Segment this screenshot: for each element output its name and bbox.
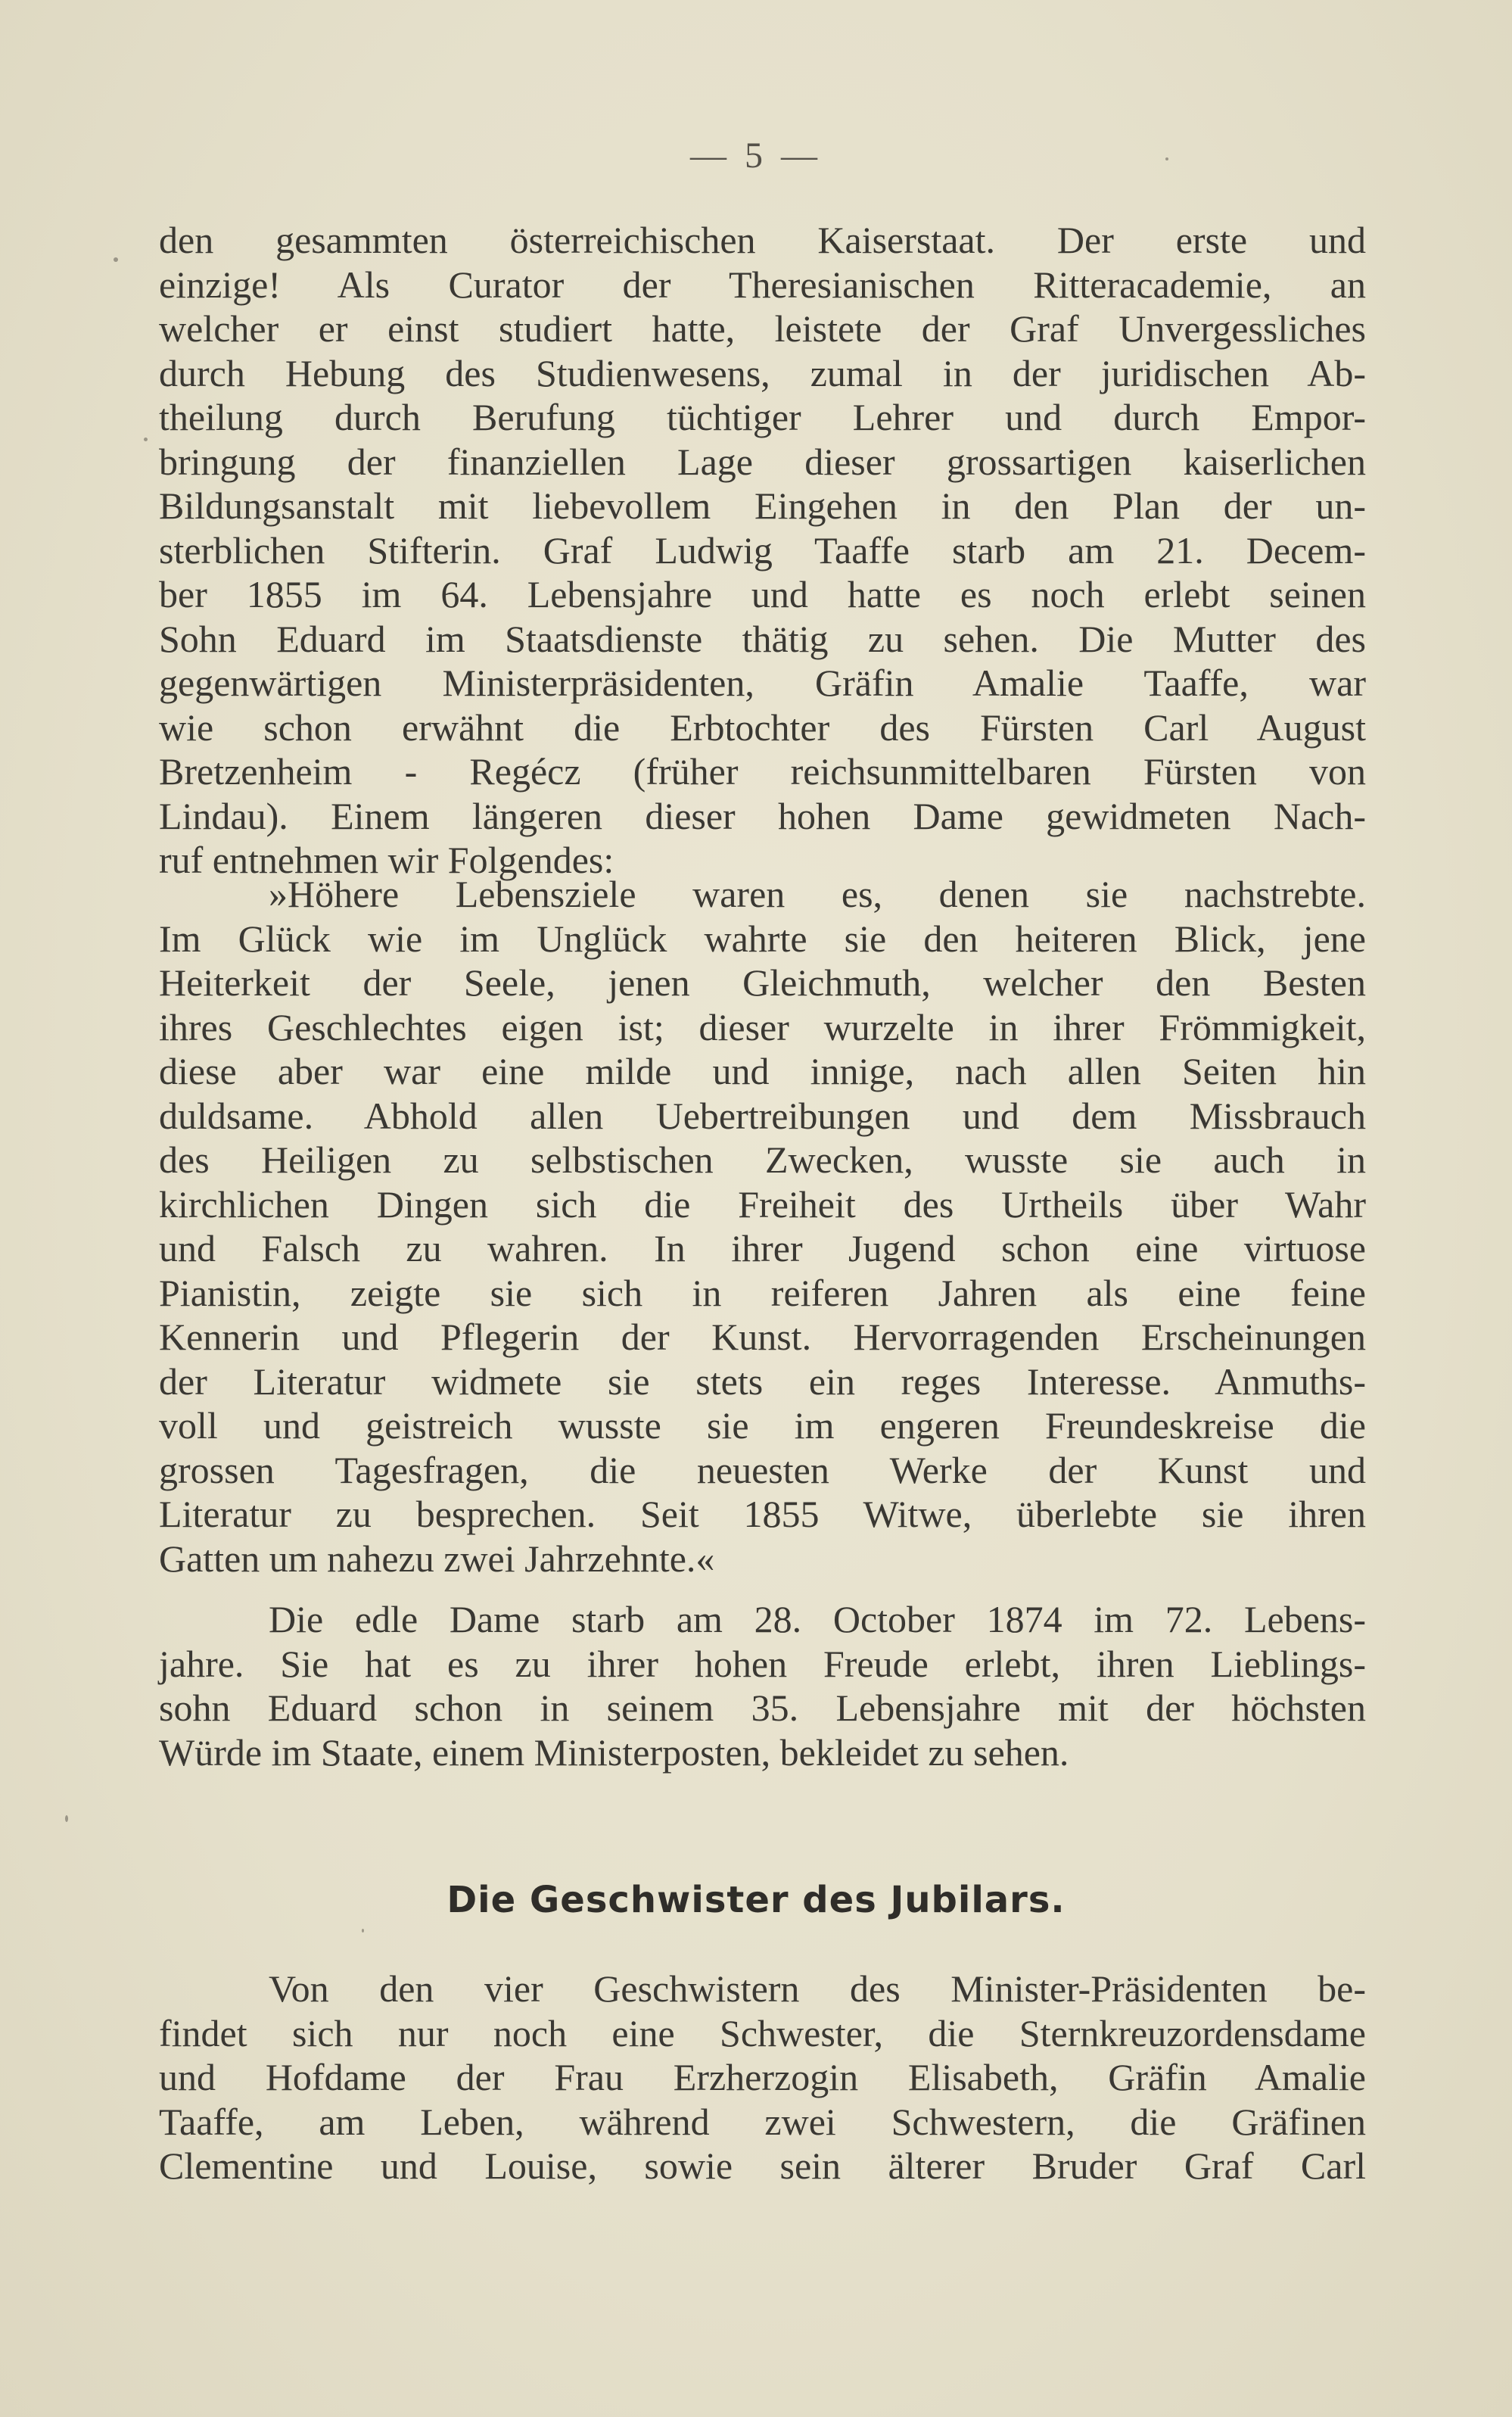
paragraph-3 (159, 1597, 1366, 1774)
text-line: welcher er einst studiert hatte, leistete der Graf Unvergessliches (159, 307, 1366, 350)
text-line: duldsame. Abhold allen Uebertreibungen und dem Missbrauch (159, 1094, 1366, 1137)
paragraph-4 (159, 1967, 1366, 2188)
text-line: grossen Tagesfragen, die neuesten Werke der Kunst und (159, 1448, 1366, 1491)
print-speck (362, 1929, 364, 1933)
text-line: der Literatur widmete sie stets ein reges Interesse. Anmuths- (159, 1360, 1366, 1403)
text-line: gegenwärtigen Ministerpräsidenten, Gräfin Amalie Taaffe, war (159, 662, 1366, 704)
print-speck (1165, 157, 1168, 160)
text-line: bringung der finanziellen Lage dieser grossartigen kaiserlichen (159, 440, 1366, 483)
print-speck (114, 257, 118, 262)
text-line: und Falsch zu wahren. In ihrer Jugend schon eine virtuose (159, 1227, 1366, 1269)
text-line: »Höhere Lebensziele waren es, denen sie nachstrebte. (269, 873, 1366, 915)
text-line: ihres Geschlechtes eigen ist; dieser wurzelte in ihrer Frömmigkeit, (159, 1005, 1366, 1048)
text-line: Würde im Staate, einem Ministerposten, bekleidet zu sehen. (159, 1730, 1069, 1774)
text-line: jahre. Sie hat es zu ihrer hohen Freude erlebt, ihren Lieblings- (159, 1642, 1366, 1685)
text-line: wie schon erwähnt die Erbtochter des Fürsten Carl August (159, 705, 1366, 749)
text-line: durch Hebung des Studienwesens, zumal in der juridischen Ab- (159, 351, 1366, 394)
text-line: ber 1855 im 64. Lebensjahre und hatte es noch erlebt seinen (159, 573, 1366, 615)
text-line: Die edle Dame starb am 28. October 1874 im 72. Lebens- (269, 1598, 1366, 1640)
text-line: sterblichen Stifterin. Graf Ludwig Taaffe starb am 21. Decem- (159, 528, 1366, 572)
text-line: Bretzenheim - Regécz (früher reichsunmittelbaren Fürsten von (159, 750, 1366, 793)
text-line: Lindau). Einem längeren dieser hohen Dame gewidmeten Nach- (159, 794, 1366, 837)
text-line: theilung durch Berufung tüchtiger Lehrer und durch Empor- (159, 396, 1366, 438)
text-line: Clementine und Louise, sowie sein älterer Bruder Graf Carl (159, 2144, 1366, 2187)
text-line: kirchlichen Dingen sich die Freiheit des Urtheils über Wahr (159, 1182, 1366, 1226)
text-line: Kennerin und Pflegerin der Kunst. Hervorragenden Erscheinungen (159, 1316, 1366, 1358)
section-heading: Die Geschwister des Jubilars. (446, 1879, 1066, 1921)
text-line: findet sich nur noch eine Schwester, die Sternkreuzordensdame (159, 2011, 1366, 2054)
text-line: Im Glück wie im Unglück wahrte sie den heiteren Blick, jene (159, 917, 1366, 960)
text-line: und Hofdame der Frau Erzherzogin Elisabeth, Gräfin Amalie (159, 2056, 1366, 2098)
page-number: — 5 — (690, 135, 822, 176)
text-line: den gesammten österreichischen Kaiserstaat. Der erste und (159, 219, 1366, 261)
text-line: des Heiligen zu selbstischen Zwecken, wusste sie auch in (159, 1138, 1366, 1181)
text-line: Sohn Eduard im Staatsdienste thätig zu sehen. Die Mutter des (159, 617, 1366, 660)
text-line: diese aber war eine milde und innige, nach allen Seiten hin (159, 1050, 1366, 1092)
text-line: Gatten um nahezu zwei Jahrzehnte.« (159, 1537, 715, 1580)
text-line: einzige! Als Curator der Theresianischen Ritteracademie, an (159, 263, 1366, 306)
paragraph-1 (159, 218, 1366, 883)
text-line: Bildungsanstalt mit liebevollem Eingehen in den Plan der un- (159, 484, 1366, 527)
print-speck (65, 1815, 68, 1822)
text-line: Taaffe, am Leben, während zwei Schwestern, die Gräfinen (159, 2100, 1366, 2143)
text-line: ruf entnehmen wir Folgendes: (159, 839, 614, 881)
text-line: Von den vier Geschwistern des Minister-Präsidenten be- (269, 1967, 1366, 2010)
text-line: Pianistin, zeigte sie sich in reiferen Jahren als eine feine (159, 1271, 1366, 1314)
text-line: sohn Eduard schon in seinem 35. Lebensjahre mit der höchsten (159, 1687, 1366, 1729)
text-line: Literatur zu besprechen. Seit 1855 Witwe, überlebte sie ihren (159, 1493, 1366, 1535)
text-line: voll und geistreich wusste sie im engeren Freundeskreise die (159, 1404, 1366, 1447)
paragraph-2 (159, 872, 1366, 1581)
print-speck (144, 438, 148, 441)
text-line: Heiterkeit der Seele, jenen Gleichmuth, welcher den Besten (159, 961, 1366, 1004)
